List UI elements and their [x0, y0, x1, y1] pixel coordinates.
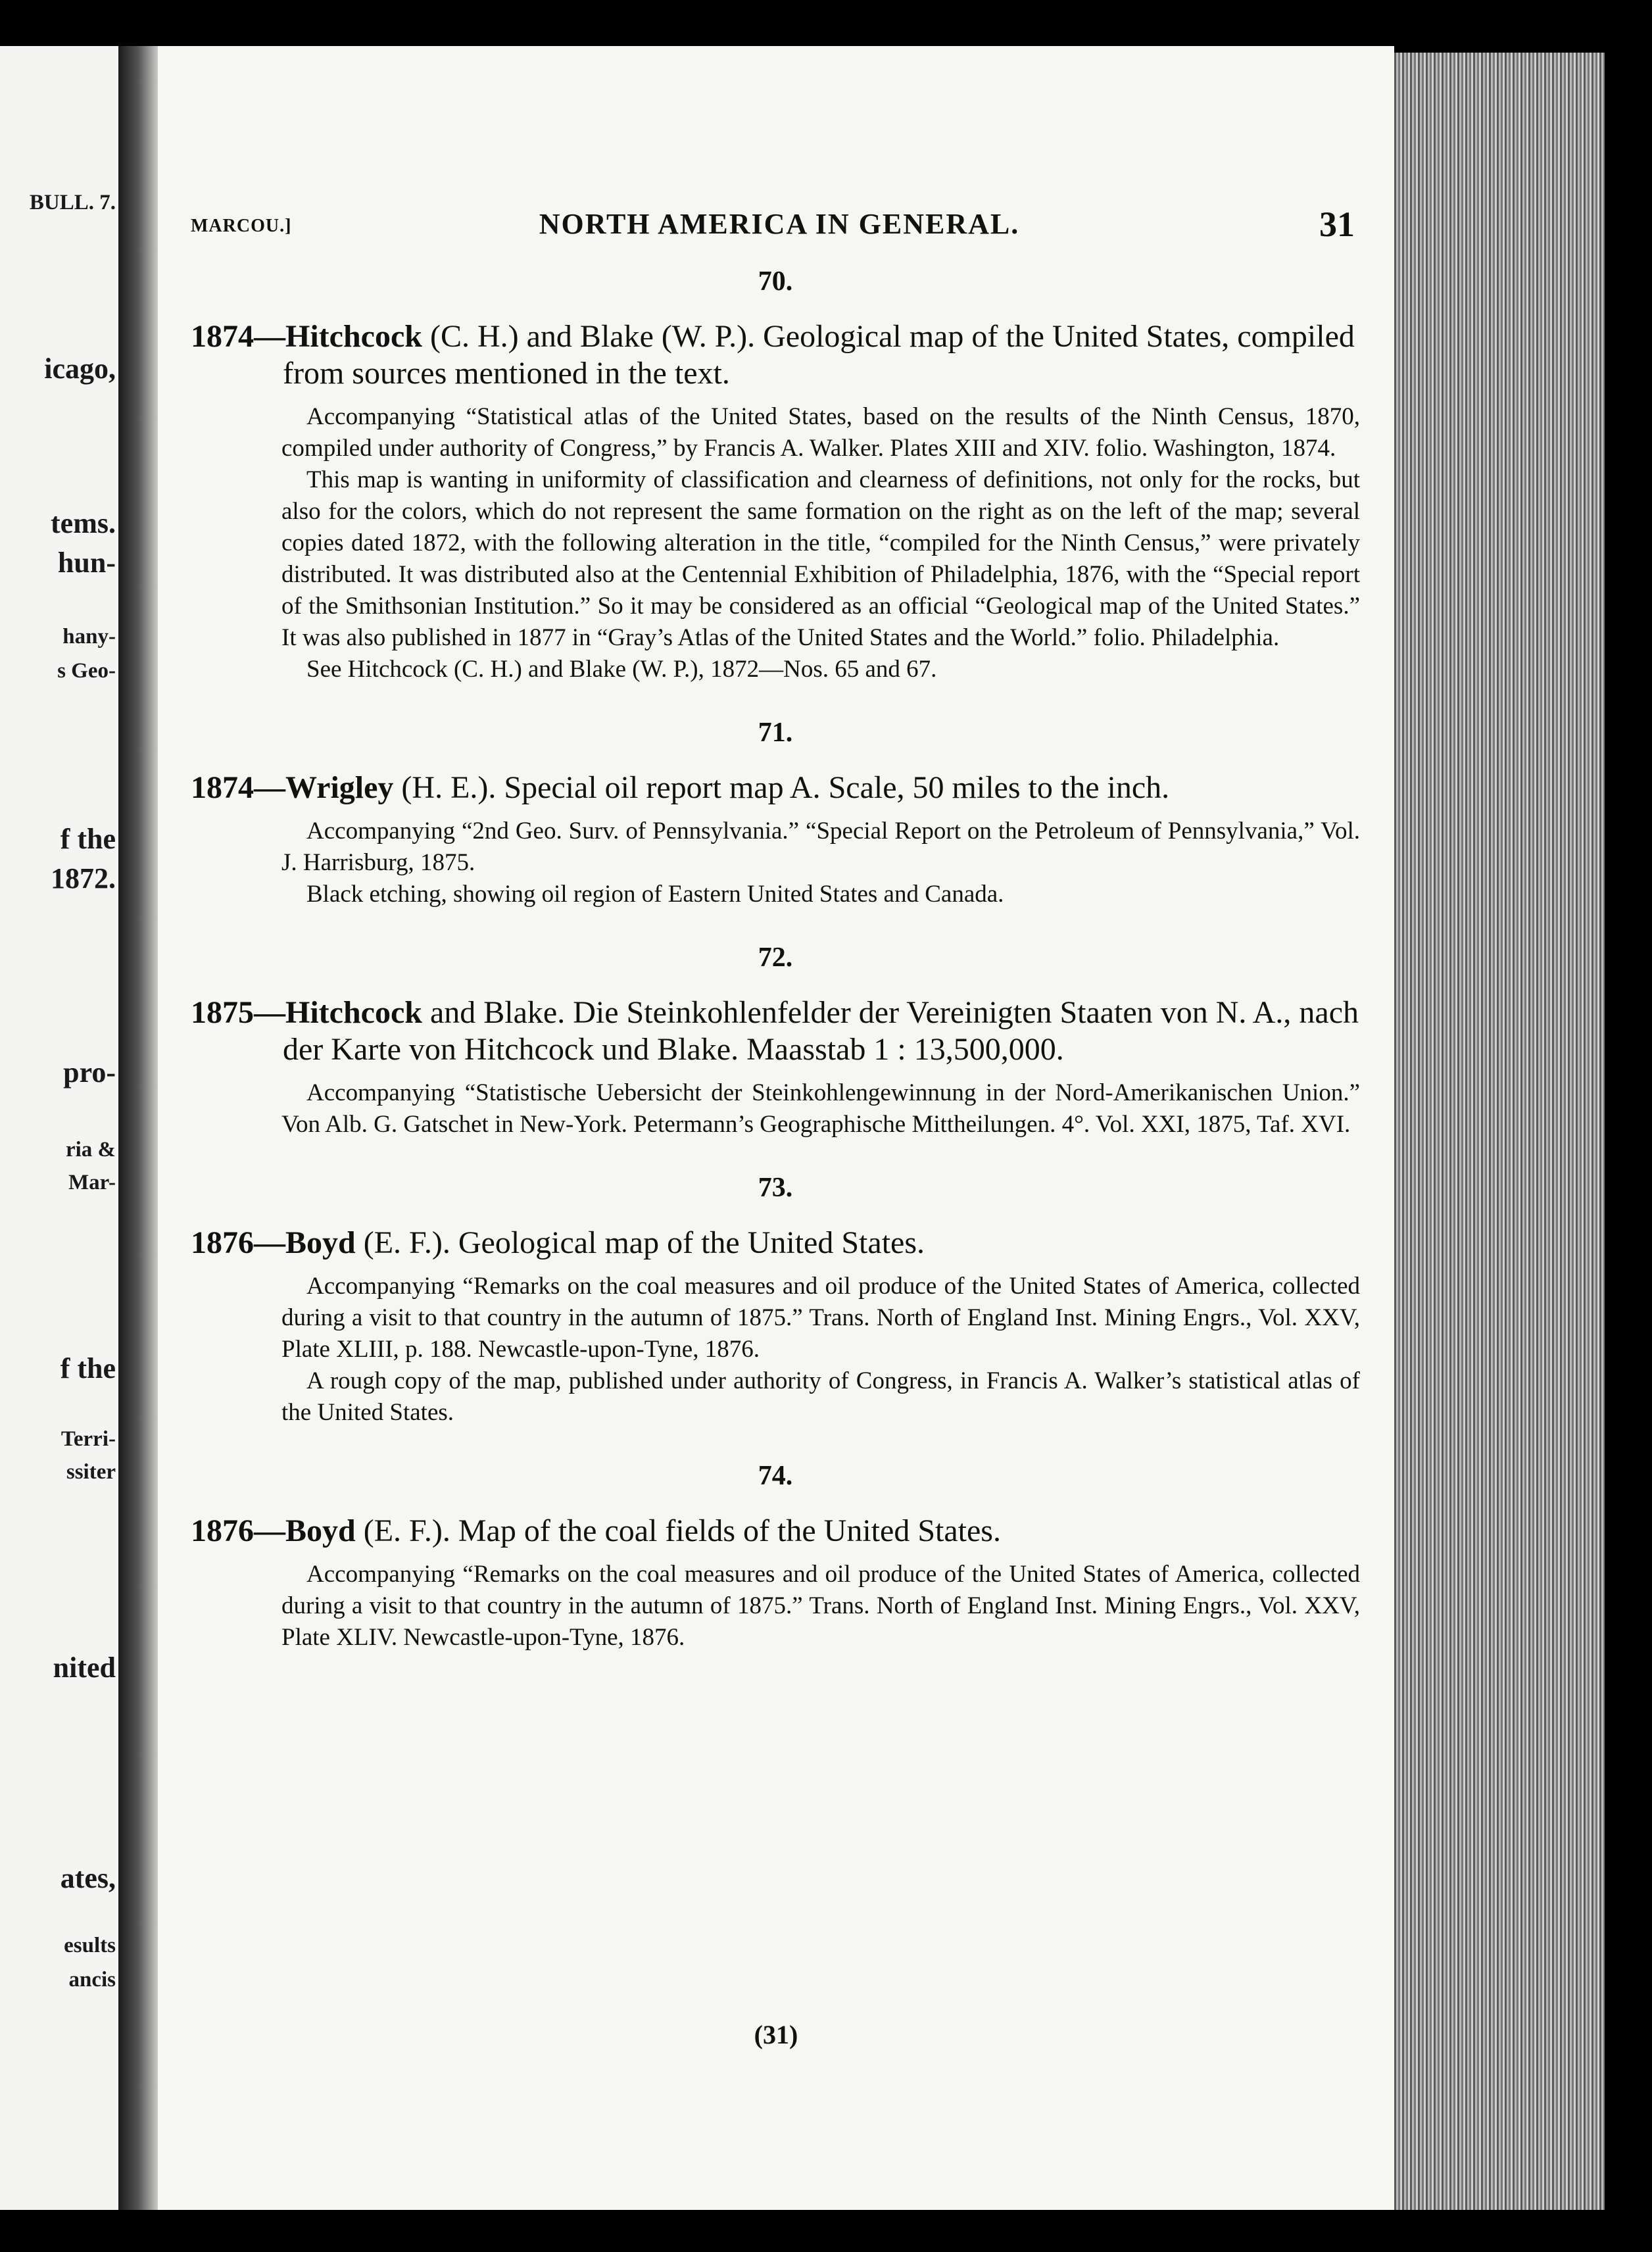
- entry-citation: [191, 1225, 1360, 1261]
- entry-note: See Hitchcock (C. H.) and Blake (W. P.), 1872—Nos. 65 and 67.: [306, 656, 937, 683]
- left-fragment: tems.: [51, 507, 116, 539]
- bibliography-entries: [191, 263, 1360, 1653]
- left-fragment: ria &: [65, 1138, 116, 1162]
- entry-author: Wrigley: [285, 770, 394, 805]
- entry-number: 72.: [758, 942, 793, 973]
- left-fragment: icago,: [44, 353, 116, 385]
- left-fragment: 1872.: [51, 862, 116, 894]
- left-fragment: esults: [64, 1934, 116, 1957]
- previous-page-fragment: [0, 46, 118, 2210]
- entry-title: (E. F.). Geological map of the United States.: [355, 1225, 925, 1260]
- entry-author: Boyd: [285, 1513, 356, 1548]
- entry-author: Hitchcock: [285, 319, 422, 354]
- left-fragment: hany-: [62, 625, 116, 649]
- entry-73: [191, 1169, 1360, 1429]
- left-fragment: ssiter: [66, 1460, 116, 1484]
- entry-number: 74.: [758, 1461, 793, 1491]
- entry-note: Black etching, showing oil region of Eastern United States and Canada.: [306, 881, 1004, 908]
- entry-title: (E. F.). Map of the coal fields of the United States.: [355, 1513, 1001, 1548]
- entry-author: Boyd: [285, 1225, 356, 1260]
- left-fragment: s Geo-: [57, 659, 116, 683]
- entry-title: (C. H.) and Blake (W. P.). Geological map of the United States, compiled from sources mentioned in the text.: [283, 319, 1355, 391]
- left-fragment: f the: [60, 823, 116, 855]
- entry-note: Accompanying “Statistische Uebersicht der Steinkohlengewinnung in der Nord-Amerikanischen Union.” Von Alb. G. Gatschet in New-York. Petermann’s Geographische Mittheilungen. 4°. Vol. XXI, 1875, Taf. XVI.: [281, 1079, 1360, 1138]
- entry-year: 1874—: [191, 319, 285, 354]
- entry-note: Accompanying “Remarks on the coal measures and oil produce of the United States of America, collected during a visit to that country in the autumn of 1875.” Trans. North of England Inst. Mining Engrs., Vol. XXV, Plate XLIV. Newcastle-upon-Tyne, 1876.: [281, 1561, 1360, 1651]
- left-fragment: Mar-: [68, 1171, 116, 1194]
- page-number: 31: [1319, 205, 1355, 244]
- running-head-title: NORTH AMERICA IN GENERAL.: [539, 208, 1020, 240]
- entry-year: 1876—: [191, 1225, 285, 1260]
- entry-title: (H. E.). Special oil report map A. Scale, 50 miles to the inch.: [393, 770, 1170, 805]
- left-fragment: ates,: [60, 1862, 116, 1894]
- book-page: [158, 46, 1394, 2210]
- entry-number: 71.: [758, 718, 793, 748]
- left-fragment: pro-: [63, 1056, 116, 1089]
- entry-title: and Blake. Die Steinkohlenfelder der Vereinigten Staaten von N. A., nach der Karte von Hitchcock und Blake. Maasstab 1 : 13,500,000.: [283, 995, 1359, 1067]
- left-fragment: ancis: [68, 1968, 116, 1992]
- entry-note: This map is wanting in uniformity of classification and clearness of definitions, not only for the rocks, but also for the colors, which do not represent the same formation on the right as on the left of the map; several copies dated 1872, with the following alteration in the title, “compiled for the Ninth Census,” were privately distributed. It was distributed also at the Centennial Exhibition of Philadelphia, 1876, with the “Special report of the Smithsonian Institution.” So it may be considered as an official “Geological map of the United States.” It was also published in 1877 in “Gray’s Atlas of the United States and the World.” folio. Philadelphia.: [281, 466, 1360, 651]
- entry-year: 1874—: [191, 770, 285, 805]
- entry-citation: [191, 994, 1360, 1068]
- running-head-author: MARCOU.]: [191, 216, 292, 236]
- entry-note: Accompanying “Statistical atlas of the United States, based on the results of the Ninth Census, 1870, compiled under authority of Congress,” by Francis A. Walker. Plates XIII and XIV. folio. Washington, 1874.: [281, 403, 1360, 462]
- book-gutter: [118, 46, 158, 2210]
- entry-note: Accompanying “Remarks on the coal measures and oil produce of the United States of America, collected during a visit to that country in the autumn of 1875.” Trans. North of England Inst. Mining Engrs., Vol. XXV, Plate XLIII, p. 188. Newcastle-upon-Tyne, 1876.: [281, 1273, 1360, 1363]
- entry-note: Accompanying “2nd Geo. Surv. of Pennsylvania.” “Special Report on the Petroleum of Pennsylvania,” Vol. J. Harrisburg, 1875.: [281, 818, 1360, 876]
- entry-70: [191, 263, 1360, 685]
- left-fragment: f the: [60, 1352, 116, 1384]
- entry-author: Hitchcock: [285, 995, 422, 1030]
- entry-note: A rough copy of the map, published under authority of Congress, in Francis A. Walker’s statistical atlas of the United States.: [281, 1367, 1360, 1426]
- entry-74: [191, 1457, 1360, 1653]
- left-fragment: Terri-: [61, 1427, 116, 1451]
- entry-year: 1876—: [191, 1513, 285, 1548]
- page-header: [191, 204, 1368, 250]
- left-fragment: hun-: [57, 547, 116, 579]
- entry-number: 70.: [758, 266, 793, 297]
- entry-number: 73.: [758, 1173, 793, 1203]
- entry-year: 1875—: [191, 995, 285, 1030]
- left-fragment: nited: [53, 1652, 116, 1684]
- entry-citation: [191, 1513, 1360, 1550]
- entry-citation: [191, 770, 1360, 806]
- entry-citation: [191, 318, 1360, 392]
- entry-71: [191, 714, 1360, 910]
- page-edges: [1394, 53, 1605, 2210]
- footer-page-number: (31): [754, 2020, 798, 2049]
- entry-72: [191, 939, 1360, 1140]
- left-fragment: BULL. 7.: [29, 191, 116, 214]
